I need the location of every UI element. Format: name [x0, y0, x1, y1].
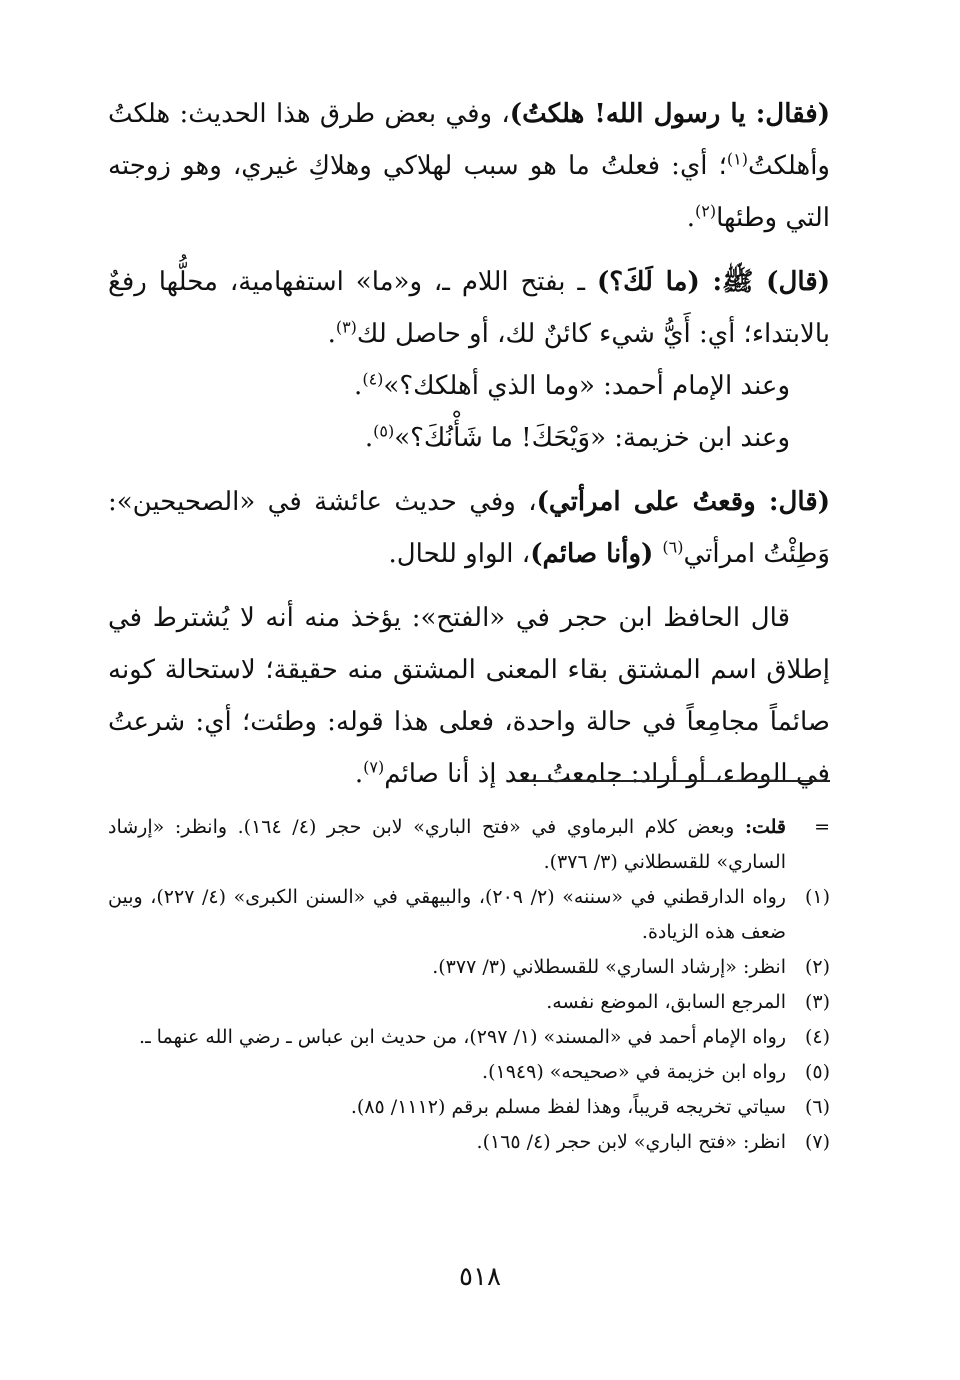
bold-phrase: (قال: وقعتُ على امرأتي): [536, 487, 830, 517]
footnote-number: (٣): [804, 991, 830, 1013]
text-run: قال الحافظ ابن حجر في «الفتح»: يؤخذ منه أنه لا يُشترط في إطلاق اسم المشتق بقاء المعنى المشتق منه حقيقة؛ لاستحالة كونه صائماً مجامِعاً في حالة واحدة، فعلى هذا قوله: وطئت؛ أي: شرعتُ في الوطء، أو أراد: جامعتُ بعد إذ أنا صائم: [108, 603, 830, 789]
footnote-item: [108, 1055, 830, 1090]
footnote-ref[interactable]: (٣): [335, 317, 357, 337]
paragraph-3: [108, 360, 830, 412]
footnote-number: (٧): [804, 1131, 830, 1153]
text-run: .: [686, 203, 695, 233]
footnote-item: [108, 950, 830, 985]
text-run: وعند الإمام أحمد: «وما الذي أهلكك؟»: [383, 371, 790, 401]
bold-phrase: قلت:: [744, 816, 786, 838]
footnote-ref[interactable]: (٤): [362, 369, 384, 389]
footnote-text: انظر: «إرشاد الساري» للقسطلاني (٣/ ٣٧٧).: [432, 956, 786, 978]
footnote-number: (١): [804, 886, 830, 908]
footnote-continuation: [108, 810, 830, 880]
footnote-text: رواه الإمام أحمد في «المسند» (١/ ٢٩٧)، من حديث ابن عباس ـ رضي الله عنهما ـ.: [139, 1026, 786, 1048]
footnote-number: (٢): [804, 956, 830, 978]
footnote-text: [108, 810, 786, 880]
text-run: .: [327, 319, 336, 349]
footnote-ref[interactable]: (٢): [694, 201, 717, 221]
bold-phrase: (فقال: يا رسول الله! هلكتُ): [509, 99, 831, 129]
footnote-number: (٥): [804, 1061, 830, 1083]
footnote-text: انظر: «فتح الباري» لابن حجر (٤/ ١٦٥).: [476, 1131, 786, 1153]
main-text: [108, 88, 830, 800]
bold-phrase: (وأنا صائم): [530, 539, 663, 569]
bold-phrase: (قال) ﷺ: (ما لَكَ؟): [596, 267, 830, 297]
footnote-text: رواه ابن خزيمة في «صحيحه» (١٩٤٩).: [482, 1061, 786, 1083]
text-run: ؛ أي: فعلتُ ما هو سبب لهلاكي وهلاكِ غيري، وهو زوجته التي وطئها: [108, 151, 830, 233]
footnote-item: [108, 1090, 830, 1125]
paragraph-5: [108, 476, 830, 580]
text-run: وعند ابن خزيمة: «وَيْحَكَ! ما شَأْنُكَ؟»: [394, 423, 790, 453]
footnote-divider: [520, 780, 830, 782]
footnote-item: [108, 1020, 830, 1055]
paragraph-6: [108, 592, 830, 800]
footnote-item: [108, 880, 830, 950]
footnote-text: المرجع السابق، الموضع نفسه.: [546, 991, 786, 1013]
paragraph-1: [108, 88, 830, 244]
paragraph-4: [108, 412, 830, 464]
text-run: ، الواو للحال.: [388, 539, 531, 569]
footnote-text: رواه الدارقطني في «سننه» (٢/ ٢٠٩)، والبيهقي في «السنن الكبرى» (٤/ ٢٢٧)، وبين ضعف هذه الزيادة.: [108, 886, 786, 943]
footnote-text: سياتي تخريجه قريباً، وهذا لفظ مسلم برقم (١١١٢/ ٨٥).: [350, 1096, 786, 1118]
footnote-number: (٤): [804, 1026, 830, 1048]
text-run: ، وفي حديث عائشة في «الصحيحين»: وَطِئْتُ امرأتي: [108, 487, 830, 569]
text-run: .: [354, 759, 364, 789]
footnote-number: (٦): [804, 1096, 830, 1118]
footnote-ref[interactable]: (٦): [662, 537, 684, 557]
continuation-mark: =: [814, 816, 830, 838]
paragraph-2: [108, 256, 830, 360]
text-run: .: [364, 423, 374, 453]
footnotes-section: [108, 810, 830, 1160]
text-run: ، وفي بعض طرق هذا الحديث: هلكتُ وأهلكتُ: [108, 99, 830, 181]
footnote-ref[interactable]: (٥): [373, 421, 395, 441]
footnote-item: [108, 985, 830, 1020]
page-number: ٥١٨: [459, 1262, 501, 1292]
footnote-ref[interactable]: (١): [726, 149, 748, 169]
footnote-ref[interactable]: (٧): [363, 757, 385, 777]
text-run: وبعض كلام البرماوي في «فتح الباري» لابن حجر (٤/ ١٦٤). وانظر: «إرشاد الساري» للقسطلاني (٣/ ٣٧٦).: [108, 816, 786, 873]
text-run: ـ بفتح اللام ـ، و«ما» استفهامية، محلُّها رفعٌ بالابتداء؛ أي: أَيُّ شيء كائنٌ لك، أو حاصل لك: [108, 267, 830, 349]
footnote-item: [108, 1125, 830, 1160]
text-run: .: [354, 371, 363, 401]
